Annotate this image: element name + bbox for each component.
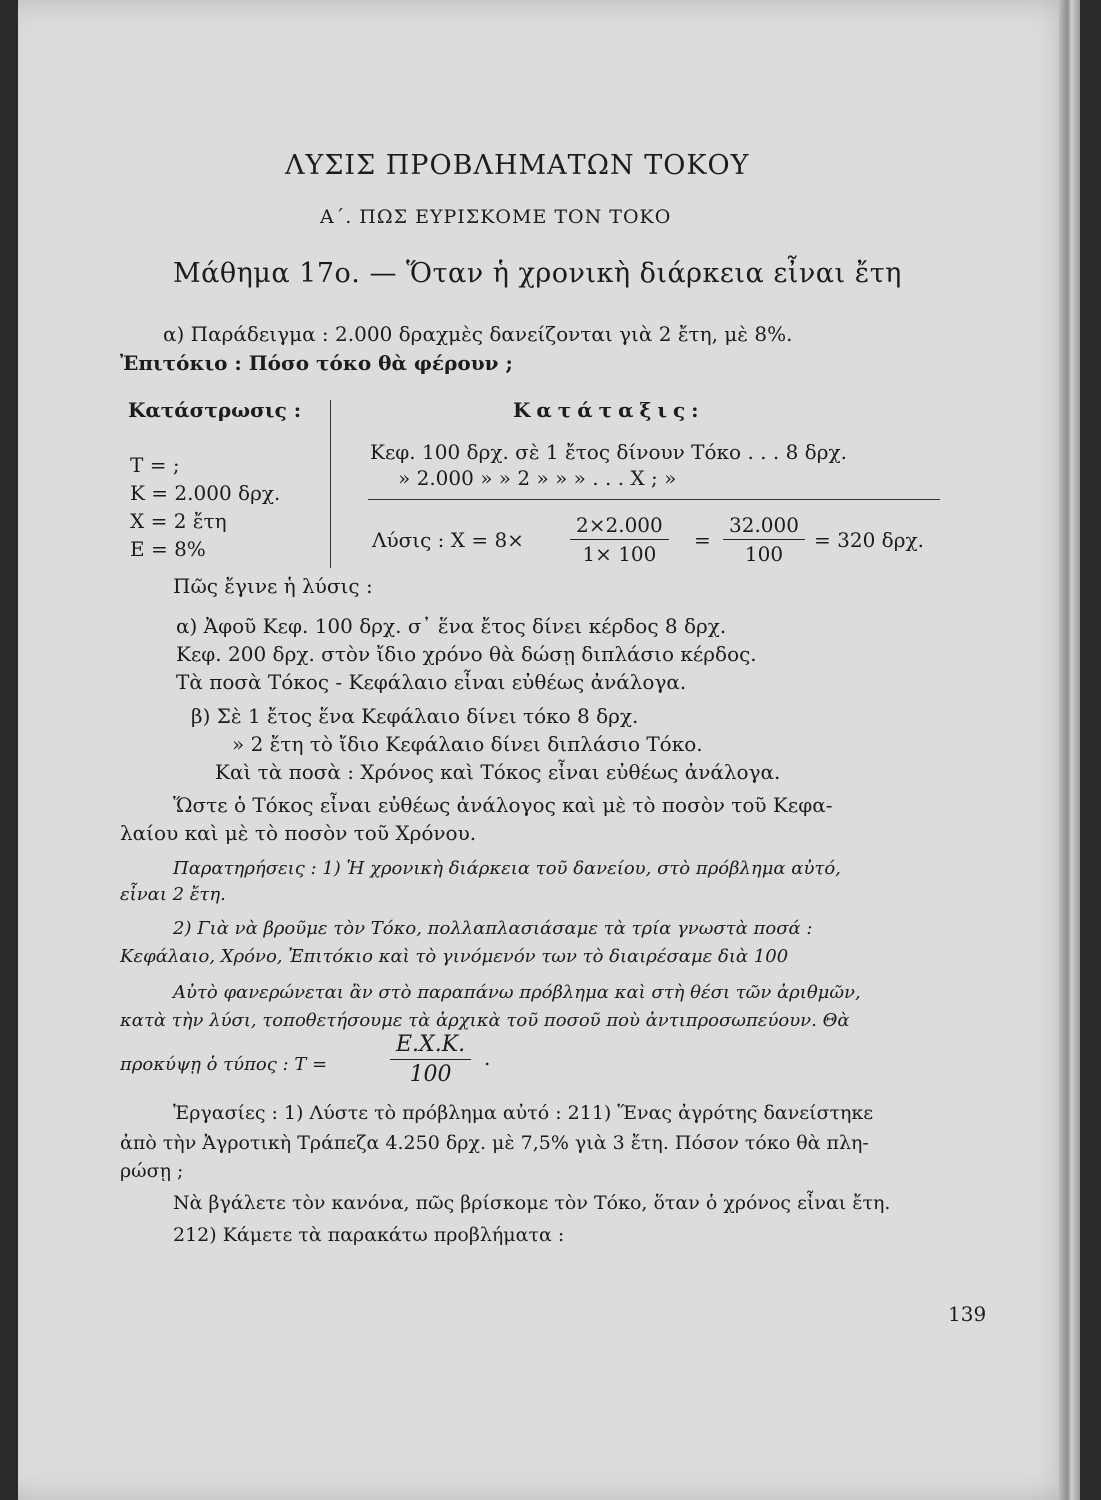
setup-row: Τ = ; <box>130 453 180 477</box>
fraction-numerator: 32.000 <box>729 513 799 537</box>
fraction-denominator: 1× 100 <box>570 539 669 566</box>
arrangement-rule <box>368 499 940 500</box>
setup-row: Κ = 2.000 δρχ. <box>130 481 281 505</box>
note-3-line-3: προκύψῃ ὁ τύπος : Τ = <box>120 1054 328 1075</box>
solution-fraction-2 <box>723 513 805 566</box>
solution-result: = 320 δρχ. <box>814 528 924 552</box>
arrangement-row-2: » 2.000 » » 2 » » » . . . Χ ; » <box>398 466 677 490</box>
note-2-line-2: Κεφάλαιο, Χρόνο, Ἐπιτόκιο καὶ τὸ γινόμενόν των τὸ διαιρέσαμε διὰ 100 <box>120 946 789 967</box>
solution-label: Λύσις : Χ = 8× <box>372 528 524 552</box>
conclusion-line-1: Ὥστε ὁ Τόκος εἶναι εὐθέως ἀνάλογος καὶ μὲ τὸ ποσὸν τοῦ Κεφα- <box>173 793 833 817</box>
how-line: β) Σὲ 1 ἔτος ἕνα Κεφάλαιο δίνει τόκο 8 δρχ. <box>191 704 639 728</box>
note-2-line-1: 2) Γιὰ νὰ βροῦμε τὸν Τόκο, πολλαπλασιάσαμε τὰ τρία γνωστὰ ποσά : <box>173 918 813 939</box>
note-1-line-2: εἶναι 2 ἔτη. <box>120 884 226 905</box>
section-subtitle: Α΄. ΠΩΣ ΕΥΡΙΣΚΟΜΕ ΤΟΝ ΤΟΚΟ <box>320 206 672 228</box>
example-line-2: Ἐπιτόκιο : Πόσο τόκο θὰ φέρουν ; <box>120 351 513 375</box>
note-3-line-2: κατὰ τὴν λύσι, τοποθετήσουμε τὰ ἀρχικὰ τοῦ ποσοῦ ποὺ ἀντιπροσωπεύουν. Θὰ <box>120 1010 850 1031</box>
setup-heading: Κατάστρωσις : <box>128 398 302 422</box>
book-page <box>18 0 1080 1500</box>
exercise-line-1: Ἐργασίες : 1) Λύστε τὸ πρόβλημα αὐτό : 211) Ἕνας ἀγρότης δανείστηκε <box>173 1102 874 1124</box>
setup-row: Ε = 8% <box>130 537 206 561</box>
arrangement-heading: Κατάταξις: <box>513 398 705 422</box>
how-line: Κεφ. 200 δρχ. στὸν ἴδιο χρόνο θὰ δώσῃ διπλάσιο κέρδος. <box>176 642 757 666</box>
formula-numerator: Ε.Χ.Κ. <box>396 1032 466 1057</box>
exercise-rule-line: Νὰ βγάλετε τὸν κανόνα, πῶς βρίσκομε τὸν Τόκο, ὅταν ὁ χρόνος εἶναι ἔτη. <box>173 1192 891 1214</box>
lesson-heading: Μάθημα 17ο. — Ὅταν ἡ χρονικὴ διάρκεια εἶναι ἔτη <box>173 258 902 289</box>
setup-row: Χ = 2 ἔτη <box>130 509 227 533</box>
page-title: ΛΥΣΙΣ ΠΡΟΒΛΗΜΑΤΩΝ ΤΟΚΟΥ <box>285 150 750 181</box>
interest-formula <box>390 1032 471 1087</box>
fraction-numerator: 2×2.000 <box>576 513 663 537</box>
exercise-line-3: ρώσῃ ; <box>120 1160 184 1182</box>
formula-period: . <box>484 1046 491 1070</box>
page-number: 139 <box>948 1302 987 1326</box>
how-line: » 2 ἔτη τὸ ἴδιο Κεφάλαιο δίνει διπλάσιο Τόκο. <box>232 732 703 756</box>
how-line: α) Ἀφοῦ Κεφ. 100 δρχ. σ᾽ ἕνα ἔτος δίνει κέρδος 8 δρχ. <box>176 614 727 638</box>
equals-sign: = <box>694 528 711 552</box>
how-line: Καὶ τὰ ποσὰ : Χρόνος καὶ Τόκος εἶναι εὐθέως ἀνάλογα. <box>215 760 781 784</box>
how-heading: Πῶς ἔγινε ἡ λύσις : <box>173 574 373 598</box>
arrangement-row-1: Κεφ. 100 δρχ. σὲ 1 ἔτος δίνουν Τόκο . . . 8 δρχ. <box>370 440 847 464</box>
solution-fraction-1 <box>570 513 669 566</box>
conclusion-line-2: λαίου καὶ μὲ τὸ ποσὸν τοῦ Χρόνου. <box>120 821 477 845</box>
setup-divider <box>330 400 331 568</box>
how-line: Τὰ ποσὰ Τόκος - Κεφάλαιο εἶναι εὐθέως ἀνάλογα. <box>176 670 687 694</box>
formula-denominator: 100 <box>390 1059 471 1087</box>
exercise-212-line: 212) Κάμετε τὰ παρακάτω προβλήματα : <box>173 1224 565 1246</box>
note-3-line-1: Αὐτὸ φανερώνεται ἂν στὸ παραπάνω πρόβλημα καὶ στὴ θέσι τῶν ἀριθμῶν, <box>173 982 861 1003</box>
page-edge-shadow <box>1059 0 1080 1500</box>
exercise-line-2: ἀπὸ τὴν Ἀγροτικὴ Τράπεζα 4.250 δρχ. μὲ 7,5% γιὰ 3 ἔτη. Πόσον τόκο θὰ πλη- <box>120 1132 869 1154</box>
example-line-1: α) Παράδειγμα : 2.000 δραχμὲς δανείζονται γιὰ 2 ἔτη, μὲ 8%. <box>163 322 793 346</box>
fraction-denominator: 100 <box>723 539 805 566</box>
note-1-line-1: Παρατηρήσεις : 1) Ἡ χρονικὴ διάρκεια τοῦ δανείου, στὸ πρόβλημα αὐτό, <box>173 858 841 879</box>
